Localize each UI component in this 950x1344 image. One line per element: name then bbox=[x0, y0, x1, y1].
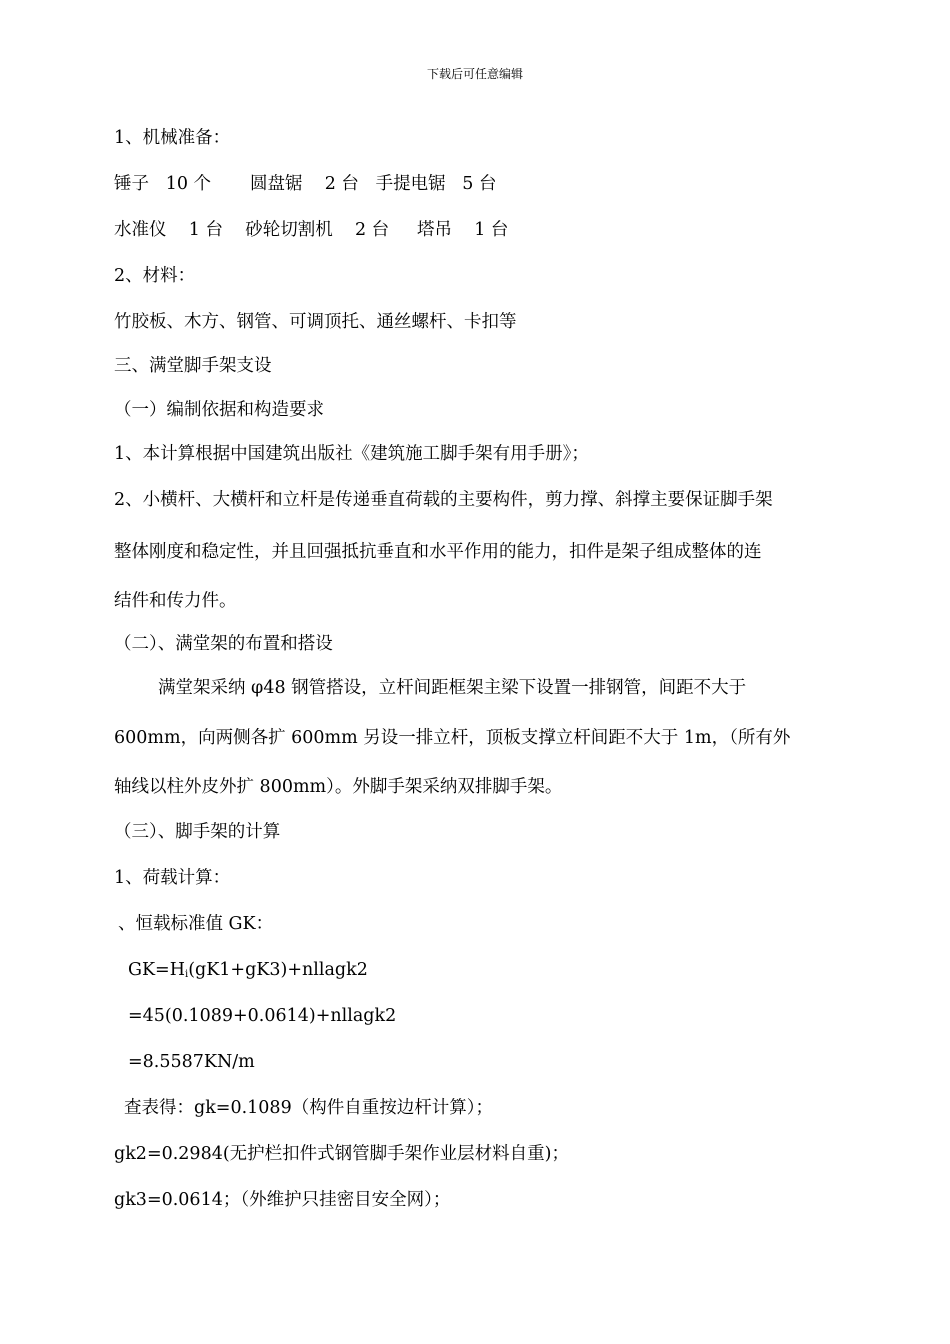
materials-list: 竹胶板、木方、钢管、可调顶托、通丝螺杆、卡扣等 bbox=[114, 312, 517, 332]
paragraph-components-line-1: 2、小横杆、大横杆和立杆是传递垂直荷载的主要构件，剪力撑、斜撑主要保证脚手架 bbox=[114, 490, 773, 510]
formula-gk-subscript: i bbox=[184, 969, 189, 980]
lookup-gk: 查表得：gk=0.1089（构件自重按边杆计算）； bbox=[124, 1098, 493, 1118]
formula-gk bbox=[128, 958, 368, 982]
paragraph-layout-line-2: 600mm，向两侧各扩 600mm 另设一排立杆，顶板支撑立杆间距不大于 1m，（所有外 bbox=[114, 728, 791, 748]
section-machinery-heading: 1、机械准备： bbox=[114, 128, 231, 148]
paragraph-components-line-3: 结件和传力件。 bbox=[114, 591, 237, 611]
paragraph-basis: 1、本计算根据中国建筑出版社《建筑施工脚手架有用手册》； bbox=[114, 444, 589, 464]
dead-load-heading: 、恒载标准值 GK： bbox=[118, 914, 274, 934]
page-header: 下载后可任意编辑 bbox=[426, 67, 523, 81]
formula-gk-suffix: (gK1+gK3)+nllagk2 bbox=[188, 960, 368, 980]
machinery-list-line-2: 水准仪 1 台 砂轮切割机 2 台 塔吊 1 台 bbox=[114, 220, 509, 240]
chapter-heading-scaffold: 三、满堂脚手架支设 bbox=[114, 356, 272, 376]
subsection-heading-3: （三）、脚手架的计算 bbox=[114, 822, 281, 842]
formula-step-2: =45(0.1089+0.0614)+nllagk2 bbox=[128, 1006, 397, 1026]
lookup-gk2: gk2=0.2984(无护栏扣件式钢管脚手架作业层材料自重)； bbox=[114, 1144, 569, 1164]
paragraph-layout-line-1: 满堂架采纳 φ48 钢管搭设，立杆间距框架主梁下设置一排钢管，间距不大于 bbox=[158, 678, 747, 698]
section-materials-heading: 2、材料： bbox=[114, 266, 196, 286]
paragraph-components-line-2: 整体刚度和稳定性，并且回强抵抗垂直和水平作用的能力，扣件是架子组成整体的连 bbox=[114, 542, 762, 562]
paragraph-layout-line-3: 轴线以柱外皮外扩 800mm）。外脚手架采纳双排脚手架。 bbox=[114, 777, 563, 797]
subsection-heading-1: （一）编制依据和构造要求 bbox=[114, 400, 324, 420]
formula-result: =8.5587KN/m bbox=[128, 1052, 255, 1072]
formula-gk-prefix: GK=H bbox=[128, 960, 185, 980]
lookup-gk3: gk3=0.0614；（外维护只挂密目安全网）； bbox=[114, 1190, 451, 1210]
subsection-heading-2: （二）、满堂架的布置和搭设 bbox=[114, 634, 333, 654]
machinery-list-line-1: 锤子 10 个 圆盘锯 2 台 手提电锯 5 台 bbox=[114, 174, 497, 194]
load-calc-heading: 1、荷载计算： bbox=[114, 868, 231, 888]
